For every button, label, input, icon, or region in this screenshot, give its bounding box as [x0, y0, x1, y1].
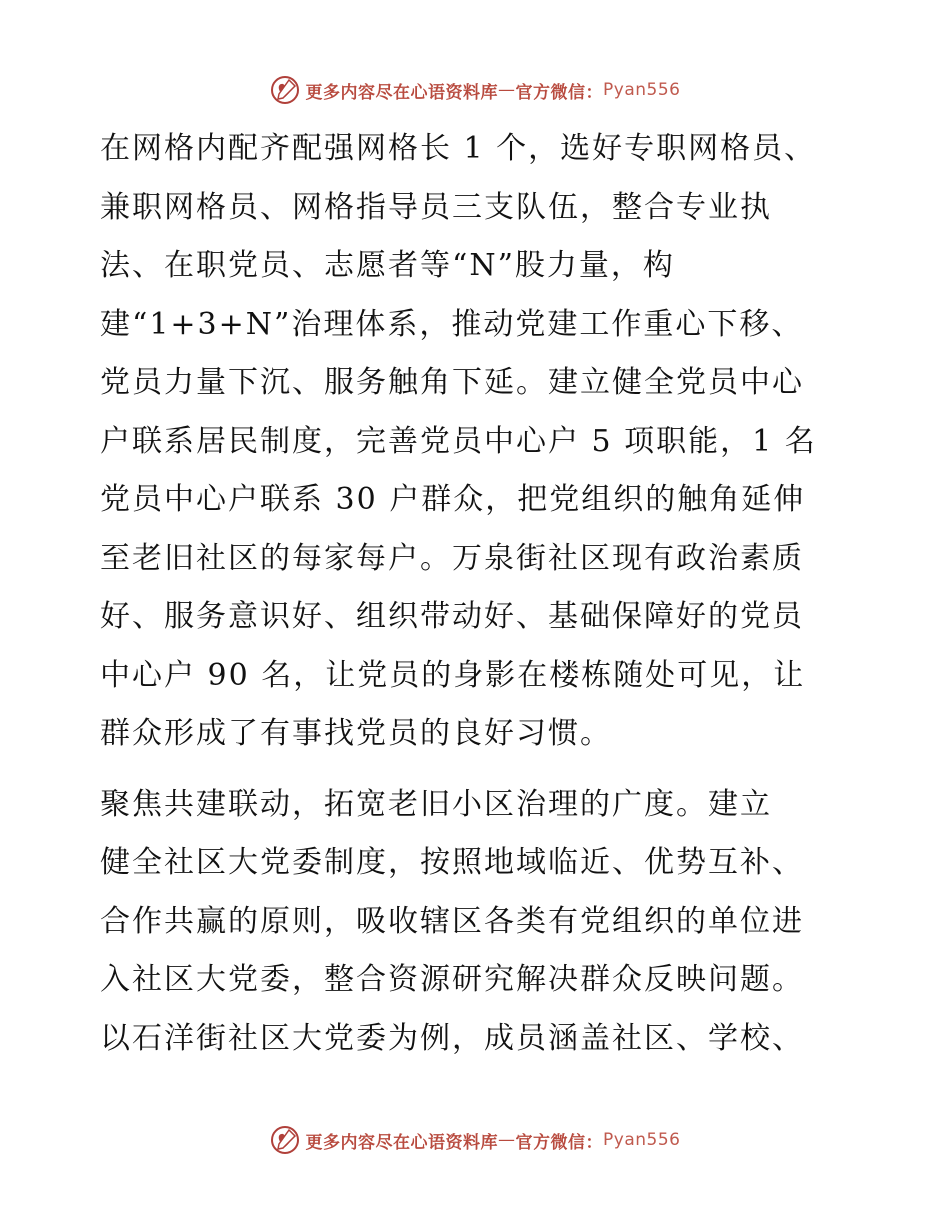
text-line: 聚焦共建联动，拓宽老旧小区治理的广度。建立 [100, 786, 772, 822]
watermark-wechat-id: Pyan556 [603, 80, 681, 100]
watermark-separator: — [498, 1130, 516, 1150]
text-line: 党员力量下沉、服务触角下延。建立健全党员中心 [100, 365, 804, 400]
text-line: 至老旧社区的每家每户。万泉街社区现有政治素质 [100, 540, 804, 576]
header-watermark [0, 70, 950, 110]
footer-watermark [0, 1120, 950, 1160]
watermark-text: 更多内容尽在心语资料库 [305, 1132, 499, 1153]
watermark-separator: — [498, 80, 516, 100]
text-line: 中心户 90 名，让党员的身影在楼栋随处可见，让 [100, 657, 806, 693]
watermark-text: 更多内容尽在心语资料库 [305, 82, 499, 103]
watermark-wechat-label: 官方微信： [515, 1132, 604, 1153]
text-line: 合作共赢的原则，吸收辖区各类有党组织的单位进 [100, 903, 804, 939]
text-line: 以石洋街社区大党委为例，成员涵盖社区、学校、 [100, 1020, 804, 1056]
text-line: 在网格内配齐配强网格长 1 个，选好专职网格员、 [100, 131, 817, 166]
text-line: 法、在职党员、志愿者等“N”股力量，构 [100, 248, 675, 283]
text-line: 党员中心户联系 30 户群众，把党组织的触角延伸 [100, 482, 806, 517]
text-line: 群众形成了有事找党员的良好习惯。 [100, 716, 612, 751]
text-line: 好、服务意识好、组织带动好、基础保障好的党员 [100, 599, 804, 634]
document-body [100, 120, 850, 1068]
watermark-wechat-label: 官方微信： [515, 82, 604, 103]
text-line: 入社区大党委，整合资源研究解决群众反映问题。 [100, 962, 804, 997]
heart-pen-logo-icon [270, 1125, 300, 1155]
paragraph-2 [100, 776, 850, 1069]
paragraph-1 [100, 120, 850, 764]
watermark-wechat-id: Pyan556 [603, 1130, 681, 1150]
text-line: 建“1+3+N”治理体系，推动党建工作重心下移、 [100, 306, 804, 342]
heart-pen-logo-icon [270, 75, 300, 105]
text-line: 兼职网格员、网格指导员三支队伍，整合专业执 [100, 189, 772, 225]
text-line: 户联系居民制度，完善党员中心户 5 项职能，1 名 [100, 423, 817, 459]
text-line: 健全社区大党委制度，按照地域临近、优势互补、 [100, 845, 804, 880]
